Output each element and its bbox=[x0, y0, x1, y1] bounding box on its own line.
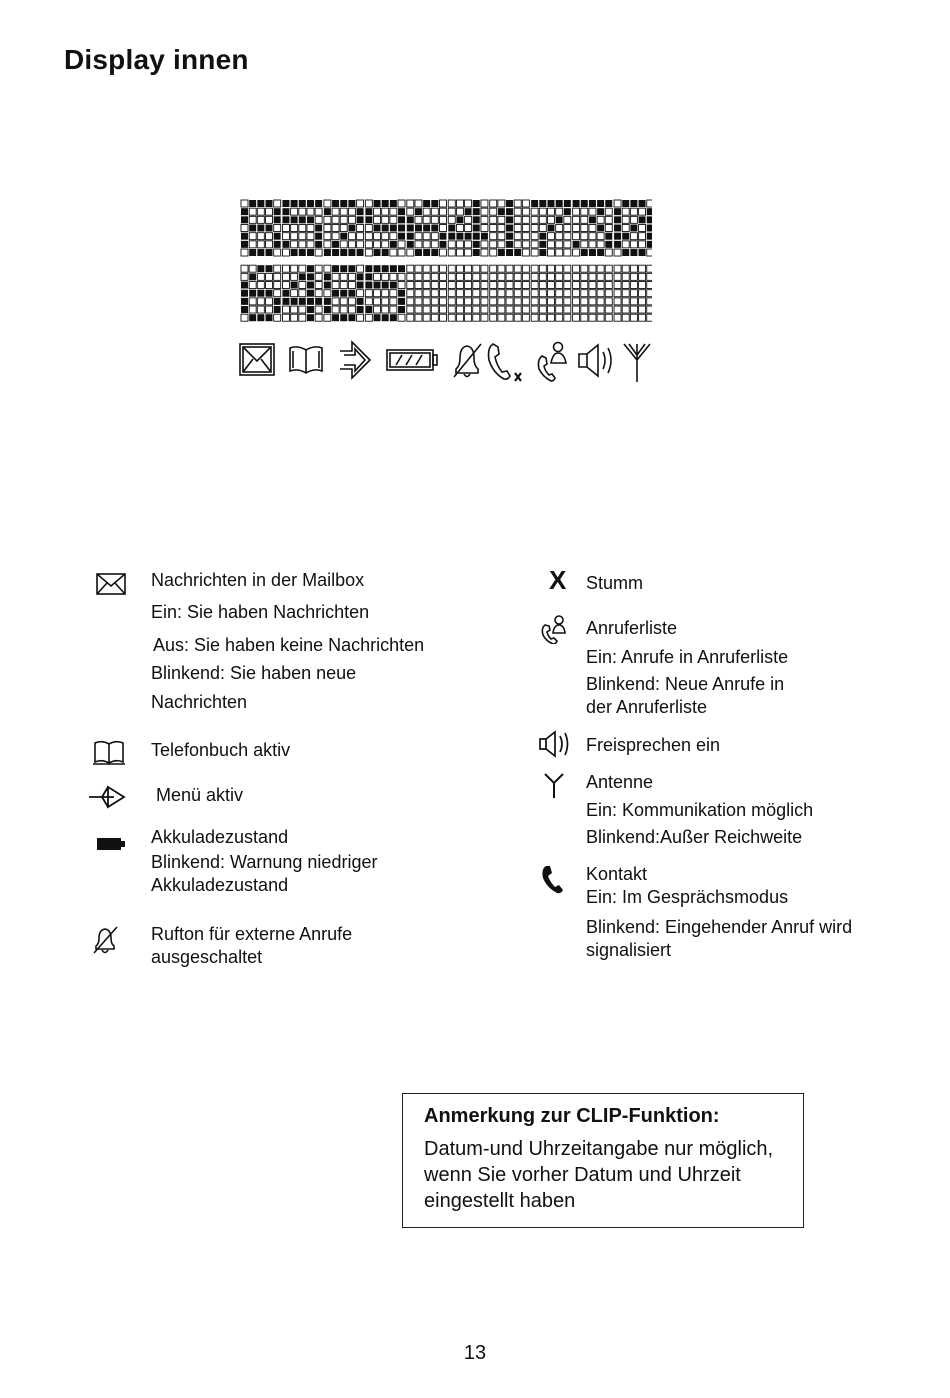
note-line: Datum-und Uhrzeitangabe nur möglich, bbox=[424, 1138, 774, 1160]
lcd-char-cell bbox=[282, 200, 322, 256]
antenna-icon bbox=[624, 344, 650, 382]
contact-blink-text: Blinkend: Eingehender Anruf wird bbox=[586, 917, 853, 937]
battery-icon bbox=[387, 350, 437, 370]
lcd-dot-matrix-display bbox=[240, 199, 652, 325]
phonebook-icon bbox=[290, 347, 322, 373]
lcd-char-cell bbox=[282, 265, 322, 321]
phonebook-label: Telefonbuch aktiv bbox=[151, 740, 291, 760]
speaker-icon bbox=[579, 345, 611, 376]
antenna-on-text: Ein: Kommunikation möglich bbox=[586, 800, 814, 820]
speaker-label: Freisprechen ein bbox=[586, 735, 721, 755]
antenna-icon bbox=[538, 770, 572, 800]
lcd-char-cell bbox=[573, 200, 613, 256]
contact-label: Kontakt bbox=[586, 864, 648, 884]
mailbox-blink-text: Blinkend: Sie haben neue bbox=[151, 663, 357, 683]
page-number: 13 bbox=[463, 1342, 487, 1364]
mailbox-on-text: Ein: Sie haben Nachrichten bbox=[151, 602, 370, 622]
note-line: eingestellt haben bbox=[424, 1190, 576, 1212]
bell-off-icon bbox=[89, 925, 123, 955]
battery-blink-text-cont: Akkuladezustand bbox=[151, 875, 289, 895]
menu-arrow-icon bbox=[88, 783, 128, 813]
antenna-label: Antenne bbox=[586, 772, 654, 792]
callerlist-blink-text-cont: der Anruferliste bbox=[586, 697, 708, 717]
ringer-label-cont: ausgeschaltet bbox=[151, 947, 263, 967]
note-line: wenn Sie vorher Datum und Uhrzeit bbox=[424, 1164, 741, 1186]
callerlist-blink-text: Blinkend: Neue Anrufe in bbox=[586, 674, 785, 694]
lcd-status-icons bbox=[236, 338, 656, 384]
bell-off-icon bbox=[454, 344, 481, 377]
mailbox-off-text: Aus: Sie haben keine Nachrichten bbox=[153, 635, 425, 655]
mute-label: Stumm bbox=[586, 573, 644, 593]
note-title: Anmerkung zur CLIP-Funktion: bbox=[424, 1105, 720, 1127]
envelope-icon bbox=[240, 344, 274, 375]
lcd-char-cell bbox=[407, 200, 447, 256]
caller-list-icon bbox=[538, 343, 566, 382]
lcd-char-cell bbox=[490, 265, 530, 321]
lcd-char-cell bbox=[324, 200, 364, 256]
mailbox-label: Nachrichten in der Mailbox bbox=[151, 570, 365, 590]
envelope-icon bbox=[94, 569, 128, 599]
lcd-char-cell bbox=[531, 265, 571, 321]
lcd-char-cell bbox=[531, 200, 571, 256]
battery-icon bbox=[94, 829, 128, 859]
handset-icon bbox=[538, 864, 572, 894]
ringer-label: Rufton für externe Anrufe bbox=[151, 924, 353, 944]
mute-x-icon: X bbox=[549, 565, 567, 595]
contact-blink-text-cont: signalisiert bbox=[586, 940, 672, 960]
handset-mute-icon bbox=[489, 344, 522, 381]
lcd-char-cell bbox=[448, 200, 488, 256]
lcd-char-cell bbox=[490, 200, 530, 256]
caller-list-icon bbox=[538, 614, 572, 644]
lcd-char-cell bbox=[614, 265, 652, 321]
lcd-char-cell bbox=[573, 265, 613, 321]
speaker-icon bbox=[538, 729, 576, 759]
lcd-char-cell bbox=[241, 265, 281, 321]
lcd-char-cell bbox=[241, 200, 281, 256]
lcd-char-cell bbox=[448, 265, 488, 321]
clip-note-box bbox=[402, 1093, 804, 1228]
battery-blink-text: Blinkend: Warnung niedriger bbox=[151, 852, 378, 872]
contact-on-text: Ein: Im Gesprächsmodus bbox=[586, 887, 789, 907]
lcd-char-cell bbox=[365, 200, 405, 256]
battery-label: Akkuladezustand bbox=[151, 827, 289, 847]
mailbox-blink-text-cont: Nachrichten bbox=[151, 692, 248, 712]
lcd-char-cell bbox=[365, 265, 405, 321]
menu-label: Menü aktiv bbox=[156, 785, 244, 805]
antenna-blink-text: Blinkend:Außer Reichweite bbox=[586, 827, 803, 847]
menu-arrow-icon bbox=[340, 342, 370, 378]
page-title: Display innen bbox=[64, 44, 249, 75]
phonebook-icon bbox=[92, 737, 126, 767]
lcd-char-cell bbox=[407, 265, 447, 321]
lcd-char-cell bbox=[324, 265, 364, 321]
callerlist-on-text: Ein: Anrufe in Anruferliste bbox=[586, 647, 789, 667]
callerlist-label: Anruferliste bbox=[586, 618, 678, 638]
